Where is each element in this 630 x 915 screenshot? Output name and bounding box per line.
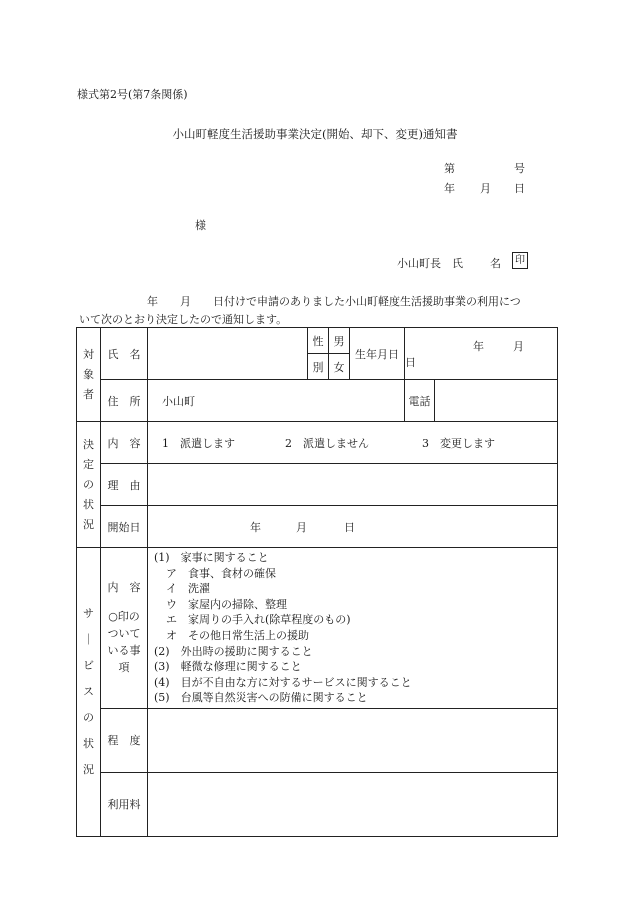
- name-label: 氏 名: [101, 328, 148, 380]
- sex-male[interactable]: 男: [329, 328, 350, 354]
- service-items-list[interactable]: [148, 548, 558, 709]
- list-item[interactable]: (1) 家事に関すること: [154, 551, 269, 564]
- issue-date-year: 年: [444, 182, 455, 195]
- issue-date-day: 日: [514, 182, 525, 195]
- list-item[interactable]: イ 洗濯: [166, 582, 210, 596]
- document-title: 小山町軽度生活援助事業決定(開始、却下、変更)通知書: [172, 127, 458, 141]
- list-item[interactable]: (5) 台風等自然災害への防備に関すること: [154, 691, 368, 705]
- intro-line-2: いて次のとおり決定したので通知します。: [79, 313, 288, 326]
- option-dispatch[interactable]: 1 派遣します: [162, 436, 235, 450]
- birthdate-label: 生年月日: [350, 328, 405, 380]
- list-item[interactable]: ア 食事、食材の確保: [166, 566, 276, 580]
- list-item[interactable]: (2) 外出時の援助に関すること: [154, 644, 313, 658]
- seal-mark: 印: [512, 252, 528, 269]
- option-change[interactable]: 3 変更します: [422, 436, 495, 450]
- sex-label-bottom: 別: [308, 354, 329, 380]
- birthdate-field[interactable]: [405, 328, 558, 380]
- list-item[interactable]: ウ 家屋内の掃除、整理: [166, 597, 287, 611]
- start-date-label: 開始日: [101, 506, 148, 548]
- list-item[interactable]: エ 家周りの手入れ(除草程度のもの): [166, 613, 351, 627]
- number-label: 第: [444, 162, 455, 175]
- decision-content-label: 内 容: [101, 422, 148, 464]
- start-date-field[interactable]: [148, 506, 558, 548]
- phone-label: 電話: [405, 380, 435, 422]
- degree-field[interactable]: [148, 708, 558, 772]
- degree-label: 程 度: [101, 708, 148, 772]
- issuer-name-label: 名: [490, 257, 501, 270]
- recipient-suffix: 様: [195, 219, 206, 232]
- fee-label: 利用料: [101, 772, 148, 836]
- decision-form-table: [76, 327, 558, 837]
- service-content-label: 内 容 ○印の ついて いる事 項: [101, 548, 148, 709]
- start-year-label: 年: [250, 520, 261, 534]
- intro-line-1: 年 月 日付けで申請のありました小山町軽度生活援助事業の利用につ: [147, 295, 521, 308]
- decision-section-label: 決 定 の 状 況: [77, 422, 101, 548]
- name-field[interactable]: [148, 328, 308, 380]
- birth-year-label: 年: [473, 339, 484, 353]
- option-no-dispatch[interactable]: 2 派遣しません: [285, 436, 369, 450]
- fee-field[interactable]: [148, 772, 558, 836]
- subject-section-label: 対 象 者: [77, 328, 101, 422]
- list-item[interactable]: (4) 目が不自由な方に対するサービスに関すること: [154, 675, 412, 689]
- birth-month-label: 月: [513, 339, 524, 353]
- start-month-label: 月: [296, 520, 307, 534]
- decision-options[interactable]: [148, 422, 558, 464]
- issuer-label: 小山町長 氏: [397, 257, 463, 270]
- service-section-label: サ ｜ ビ ス の 状 況: [77, 548, 101, 837]
- number-suffix: 号: [514, 162, 525, 175]
- sex-female[interactable]: 女: [329, 354, 350, 380]
- address-label: 住 所: [101, 380, 148, 422]
- reason-label: 理 由: [101, 464, 148, 506]
- address-field[interactable]: 小山町: [148, 380, 405, 422]
- start-day-label: 日: [344, 520, 355, 534]
- sex-label-top: 性: [308, 328, 329, 354]
- form-id: 様式第2号(第7条関係): [77, 88, 188, 101]
- issue-date-month: 月: [480, 182, 491, 195]
- phone-field[interactable]: [435, 380, 558, 422]
- birth-day-label: 日: [405, 355, 416, 369]
- list-item[interactable]: (3) 軽微な修理に関すること: [154, 660, 302, 674]
- list-item[interactable]: オ その他日常生活上の援助: [166, 628, 309, 642]
- reason-field[interactable]: [148, 464, 558, 506]
